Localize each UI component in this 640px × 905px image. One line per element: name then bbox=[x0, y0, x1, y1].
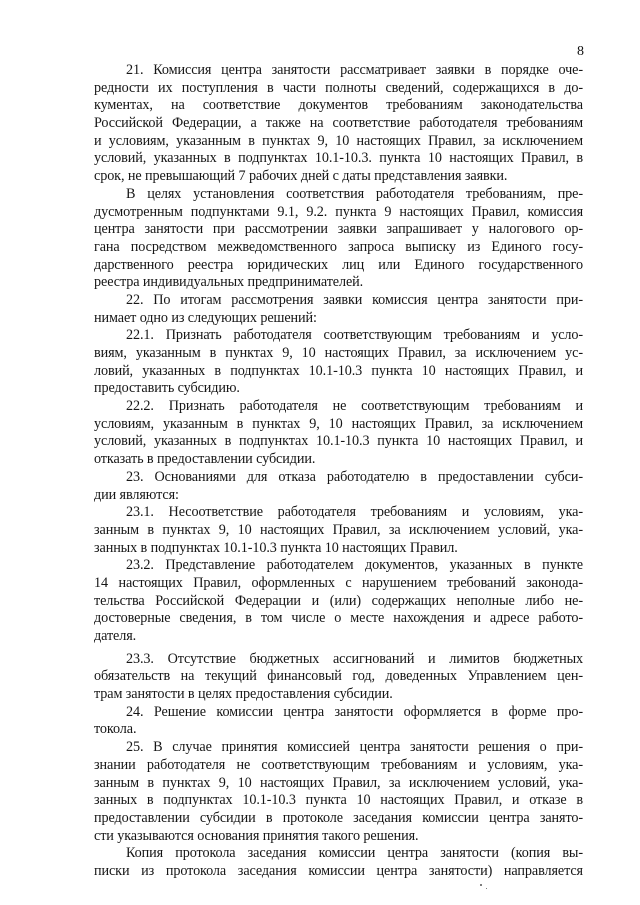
text-line: и условиям, указанным в пунктах 9, 10 настоящих Правил, за исключением bbox=[94, 132, 583, 149]
text-line: 25. В случае принятия комиссией центра занятости решения о при- bbox=[126, 739, 583, 756]
text-line: кументах, на соответствие документов требованиям законодательства bbox=[94, 97, 583, 114]
text-line: центра занятости при рассмотрении заявки запрашивает у налогового ор- bbox=[94, 221, 583, 238]
text-line: 23.1. Несоответствие работодателя требованиям и условиям, ука- bbox=[126, 504, 583, 521]
text-line: дарственного реестра юридических лиц или Единого государственного bbox=[94, 256, 583, 273]
text-line: 21. Комиссия центра занятости рассматривает заявки в порядке оче- bbox=[126, 62, 583, 78]
text-line: трам занятости в целях предоставления субсидии. bbox=[94, 686, 393, 703]
text-line: 23.3. Отсутствие бюджетных ассигнований и лимитов бюджетных bbox=[126, 650, 583, 667]
text-line: достоверные сведения, в том числе о месте нахождения и адресе работо- bbox=[94, 610, 583, 627]
text-line: редности их поступления в части полноты сведений, содержащихся в до- bbox=[94, 79, 583, 96]
text-line: условий, указанных в подпунктах 10.1-10.3 пункта 10 настоящих Правил, и bbox=[94, 433, 583, 450]
text-line: дателя. bbox=[94, 628, 137, 644]
text-line: занным в пунктах 9, 10 настоящих Правил, за исключением условий, ука- bbox=[94, 774, 583, 791]
text-line: 22.1. Признать работодателя соответствующим требованиям и усло- bbox=[126, 327, 583, 344]
text-line: 23.2. Представление работодателем документов, указанных в пункте bbox=[126, 557, 583, 574]
text-line: предоставлении субсидии в протоколе заседания комиссии центра занято- bbox=[94, 809, 583, 826]
text-line: обязательств на текущий финансовый год, доведенных Управлением цен- bbox=[94, 668, 583, 685]
document-body bbox=[94, 62, 583, 881]
text-line: Российской Федерации, а также на соответствие работодателя требованиям bbox=[94, 115, 583, 132]
text-line: гана посредством межведомственного запроса выписку из Единого госу- bbox=[94, 238, 583, 255]
text-line: 22.2. Признать работодателя не соответствующим требованиям и bbox=[126, 398, 583, 415]
text-line: отказать в предоставлении субсидии. bbox=[94, 451, 316, 468]
text-line: токола. bbox=[94, 721, 137, 738]
text-line: писки из протокола заседания комиссии центра занятости) направляется bbox=[94, 862, 583, 879]
scan-speck bbox=[486, 888, 487, 889]
text-line: дусмотренным подпунктами 9.1, 9.2. пункта 9 настоящих Правил, комиссия bbox=[94, 203, 583, 220]
text-line: занным в пунктах 9, 10 настоящих Правил, за исключением условий, ука- bbox=[94, 521, 583, 538]
text-line: знании работодателя не соответствующим требованиям и условиям, ука- bbox=[94, 756, 583, 773]
text-line: тельства Российской Федерации и (или) содержащих неполные либо не- bbox=[94, 592, 583, 609]
text-line: дии являются: bbox=[94, 486, 179, 503]
text-line: условий, указанных в подпунктах 10.1-10.3. пункта 10 настоящих Правил, в bbox=[94, 150, 583, 167]
page-number: 8 bbox=[577, 44, 584, 59]
text-line: нимает одно из следующих решений: bbox=[94, 309, 317, 326]
text-line: сти указываются основания принятия такого решения. bbox=[94, 827, 419, 844]
text-line: реестра индивидуальных предпринимателей. bbox=[94, 274, 364, 291]
text-line: виям, указанным в пунктах 9, 10 настоящих Правил, за исключением ус- bbox=[94, 345, 583, 361]
text-line: предоставить субсидию. bbox=[94, 380, 240, 397]
text-line: срок, не превышающий 7 рабочих дней с даты представления заявки. bbox=[94, 168, 508, 185]
text-line: занных в подпунктах 10.1-10.3 пункта 10 настоящих Правил, и отказе в bbox=[94, 792, 583, 809]
text-line: занных в подпунктах 10.1-10.3 пункта 10 настоящих Правил. bbox=[94, 539, 458, 556]
text-line: условиям, указанным в пунктах 9, 10 настоящих Правил, за исключением bbox=[94, 415, 583, 432]
text-line: 14 настоящих Правил, оформленных с нарушением требований законода- bbox=[94, 574, 583, 591]
text-line: 24. Решение комиссии центра занятости оформляется в форме про- bbox=[126, 703, 583, 720]
text-line: ловий, указанных в подпунктах 10.1-10.3 пункта 10 настоящих Правил, и bbox=[94, 362, 583, 379]
scan-speck bbox=[480, 884, 482, 886]
text-line: В целях установления соответствия работодателя требованиям, пре- bbox=[126, 185, 583, 202]
text-line: 23. Основаниями для отказа работодателю в предоставлении субси- bbox=[126, 468, 583, 485]
text-line: 22. По итогам рассмотрения заявки комиссия центра занятости при- bbox=[126, 291, 583, 308]
text-line: Копия протокола заседания комиссии центра занятости (копия вы- bbox=[126, 845, 583, 862]
